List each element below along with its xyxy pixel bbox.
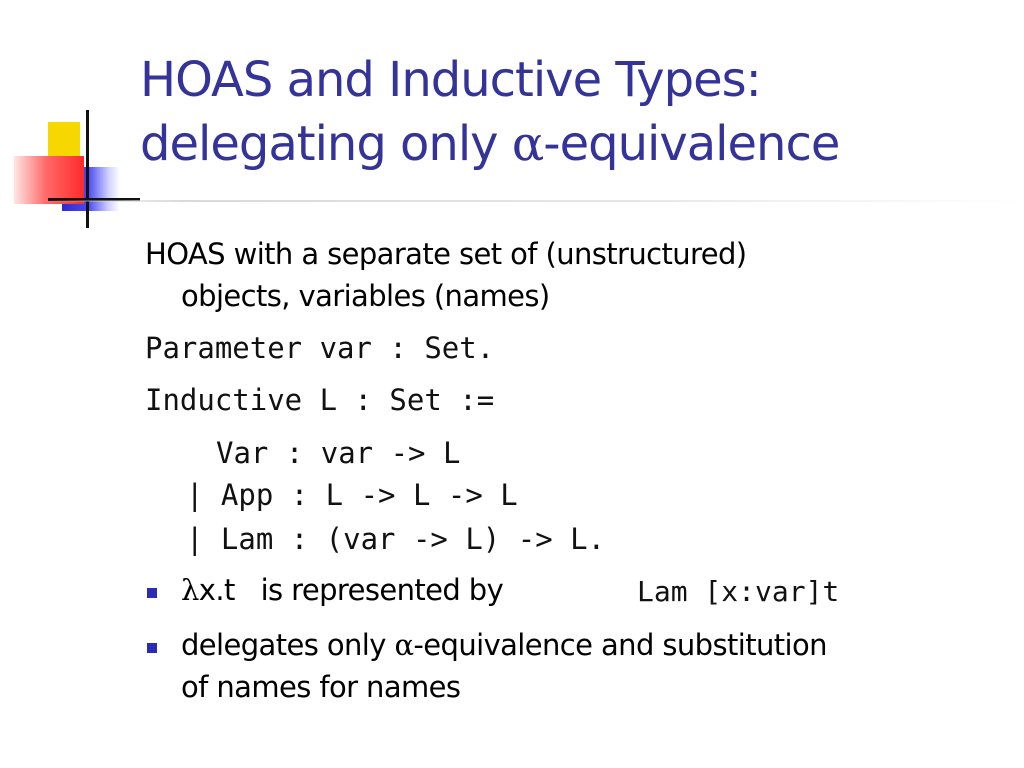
title-divider bbox=[40, 200, 1024, 202]
code-line-inductive: Inductive L : Set := bbox=[145, 383, 495, 417]
code-line-lam: | Lam : (var -> L) -> L. bbox=[186, 522, 606, 556]
title-alpha-symbol: α bbox=[511, 116, 544, 172]
bullet-marker-2 bbox=[147, 643, 157, 653]
bullet-1-code: Lam [x:var]t bbox=[637, 575, 840, 608]
code-line-parameter: Parameter var : Set. bbox=[145, 331, 495, 365]
slide-title bbox=[140, 48, 839, 176]
bullet-2-line-2: of names for names bbox=[181, 670, 461, 704]
bullet-2-alpha-symbol: α bbox=[394, 628, 414, 662]
intro-line-1: HOAS with a separate set of (unstructured) bbox=[145, 237, 747, 271]
bullet-marker-1 bbox=[147, 588, 157, 598]
bullet-1-text: x.t is represented by bbox=[198, 573, 504, 607]
code-line-var: Var : var -> L bbox=[216, 436, 461, 470]
title-line-2-suffix: -equivalence bbox=[543, 116, 840, 172]
slide-logo-decoration bbox=[0, 100, 140, 230]
bullet-2-prefix: delegates only bbox=[181, 628, 395, 662]
bullet-1 bbox=[181, 570, 503, 610]
logo-red-square bbox=[14, 156, 84, 204]
intro-line-2: objects, variables (names) bbox=[181, 279, 550, 313]
code-line-app: | App : L -> L -> L bbox=[186, 478, 518, 512]
logo-vertical-line bbox=[86, 110, 89, 228]
bullet-2-line-1 bbox=[181, 625, 827, 665]
title-line-1: HOAS and Inductive Types: bbox=[140, 52, 761, 108]
title-line-2-prefix: delegating only bbox=[140, 116, 512, 172]
lambda-symbol: λ bbox=[181, 573, 199, 607]
bullet-2-suffix: -equivalence and substitution bbox=[413, 628, 827, 662]
